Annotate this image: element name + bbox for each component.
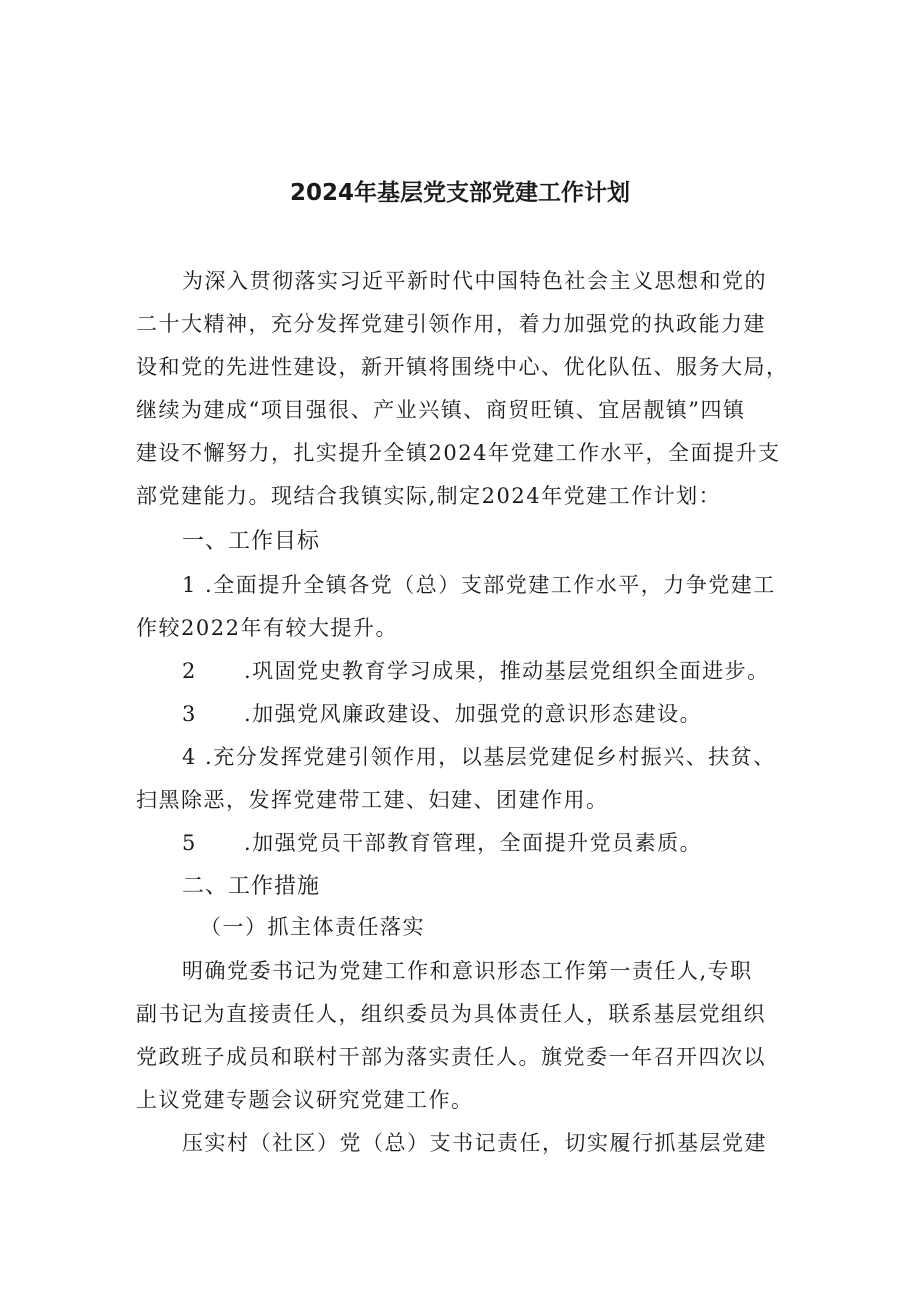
section-heading-goals: 一、工作目标 xyxy=(182,529,321,554)
intro-line: 建设不懈努力，扎实提升全镇2024年党建工作水平，全面提升支 xyxy=(136,441,781,465)
paragraph-line: 上议党建专题会议研究党建工作。 xyxy=(136,1088,474,1112)
subsection-heading: （一）抓主体责任落实 xyxy=(200,915,425,939)
goal-text: .加强党风廉政建设、加强党的意识形态建设。 xyxy=(244,702,703,726)
goal-line: 作较2022年有较大提升。 xyxy=(136,616,398,640)
intro-line: 设和党的先进性建设，新开镇将围绕中心、优化队伍、服务大局， xyxy=(136,355,789,379)
goal-text: .加强党员干部教育管理，全面提升党员素质。 xyxy=(244,831,703,855)
goal-item-2 xyxy=(136,650,792,693)
goal-number: 2 xyxy=(182,659,197,683)
goal-item-3 xyxy=(136,693,792,736)
measures-paragraph-1 xyxy=(136,950,792,1122)
goal-line xyxy=(136,650,792,693)
goal-line: 扫黑除恶，发挥党建带工建、妇建、团建作用。 xyxy=(136,788,609,812)
goal-line: 4 .充分发挥党建引领作用，以基层党建促乡村振兴、扶贫、 xyxy=(182,745,776,769)
goal-number: 3 xyxy=(182,702,197,726)
document-title: 2024年基层党支部党建工作计划 xyxy=(289,180,630,206)
intro-line: 部党建能力。现结合我镇实际,制定2024年党建工作计划： xyxy=(136,484,722,508)
intro-line: 为深入贯彻落实习近平新时代中国特色社会主义思想和党的 xyxy=(182,269,767,293)
measures-paragraph-2 xyxy=(136,1122,792,1165)
intro-paragraph xyxy=(136,260,792,518)
goal-line: 1 .全面提升全镇各党（总）支部党建工作水平，力争党建工 xyxy=(182,573,776,597)
paragraph-line: 压实村（社区）党（总）支书记责任，切实履行抓基层党建 xyxy=(182,1131,767,1155)
goal-number: 5 xyxy=(182,831,197,855)
intro-line: 二十大精神，充分发挥党建引领作用，着力加强党的执政能力建 xyxy=(136,312,766,336)
goal-item-1 xyxy=(136,564,792,650)
goal-line xyxy=(136,822,792,865)
goal-item-5 xyxy=(136,822,792,865)
paragraph-line: 明确党委书记为党建工作和意识形态工作第一责任人,专职 xyxy=(182,959,753,983)
goal-item-4 xyxy=(136,736,792,822)
intro-line: 继续为建成“项目强很、产业兴镇、商贸旺镇、宜居靓镇”四镇 xyxy=(136,398,746,422)
paragraph-line: 副书记为直接责任人，组织委员为具体责任人，联系基层党组织 xyxy=(136,1002,766,1026)
section-heading-measures: 二、工作措施 xyxy=(182,874,321,899)
goal-text: .巩固党史教育学习成果，推动基层党组织全面进步。 xyxy=(244,659,770,683)
paragraph-line: 党政班子成员和联村干部为落实责任人。旗党委一年召开四次以 xyxy=(136,1045,766,1069)
goal-line xyxy=(136,693,792,736)
